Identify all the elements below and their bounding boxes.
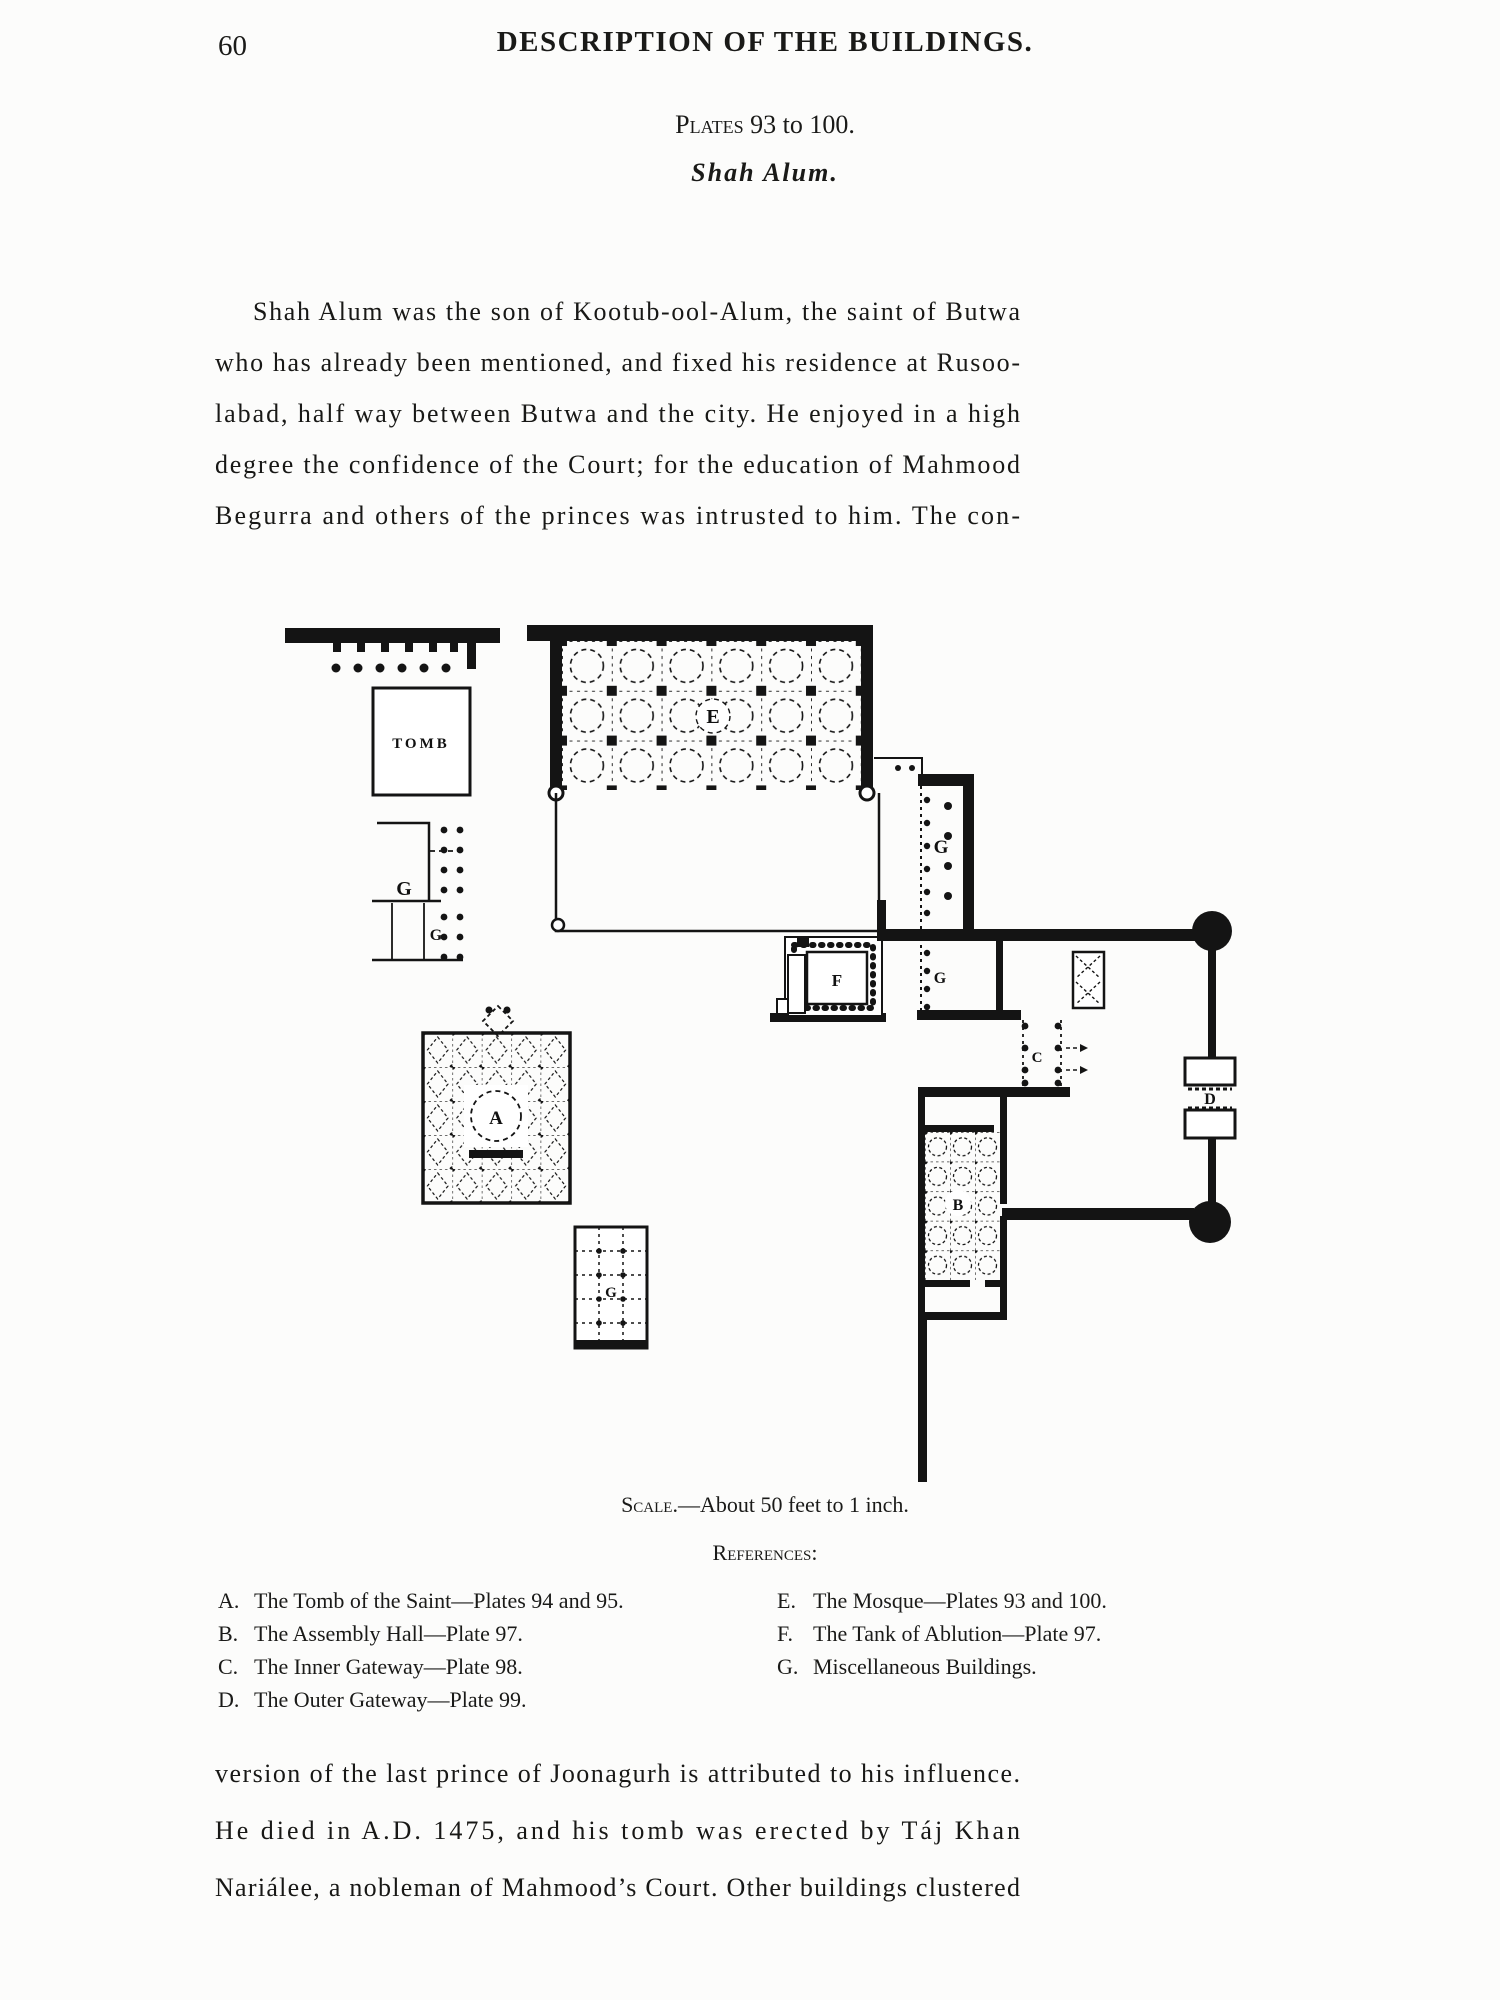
plates-heading-rest: 93 to 100. <box>743 110 855 139</box>
paragraph-2 <box>215 1750 1025 1950</box>
reference-text: The Tank of Ablution—Plate 97. <box>813 1621 1102 1646</box>
references-heading: References: <box>712 1540 818 1565</box>
assembly-hall-b <box>918 1087 1007 1482</box>
plan-label-g4: G <box>933 970 947 987</box>
scale-note-rest: —About 50 feet to 1 inch. <box>677 1492 909 1517</box>
reference-item-f <box>777 1617 1107 1650</box>
misc-building-g-lower-left <box>372 903 463 960</box>
reference-letter: B. <box>218 1621 239 1646</box>
plates-heading <box>300 110 1230 140</box>
plan-label-g1: G <box>396 878 412 900</box>
plan-label-tomb: TOMB <box>392 736 450 752</box>
plan-label-g3: G <box>933 837 949 858</box>
plan-label-outer-gateway-d: D <box>1204 1091 1216 1108</box>
reference-letter: A. <box>218 1588 240 1613</box>
tank-of-ablution-f <box>770 937 886 1022</box>
reference-text: The Assembly Hall—Plate 97. <box>254 1621 523 1646</box>
reference-text: The Mosque—Plates 93 and 100. <box>813 1588 1107 1613</box>
plan-label-assembly-hall-b: B <box>952 1197 964 1214</box>
reference-letter: E. <box>777 1588 796 1613</box>
reference-letter: F. <box>777 1621 793 1646</box>
reference-letter: G. <box>777 1654 799 1679</box>
misc-building-g-corridor <box>918 774 974 930</box>
reference-text: The Outer Gateway—Plate 99. <box>254 1687 527 1712</box>
scale-note-smallcaps: Scale. <box>621 1492 678 1517</box>
reference-item-g <box>777 1650 1107 1683</box>
reference-item-a <box>218 1584 624 1617</box>
plan-label-inner-gateway-c: C <box>1031 1050 1043 1066</box>
mosque-building-e <box>527 625 874 800</box>
plan-label-g2: G <box>429 927 443 944</box>
paragraph-1-line-2: who has already been mentioned, and fixed his residence at Rusoo- <box>215 348 1020 377</box>
section-heading: Shah Alum. <box>691 158 839 187</box>
misc-building-g-south <box>575 1227 647 1349</box>
site-plan-figure <box>215 598 1290 1493</box>
scale-note <box>300 1492 1230 1518</box>
reference-text: The Tomb of the Saint—Plates 94 and 95. <box>254 1588 624 1613</box>
paragraph-2-line-2: He died in A.D. 1475, and his tomb was erected by Táj Khan <box>215 1816 1020 1845</box>
court-kiosk <box>1073 952 1104 1008</box>
references-right-column <box>777 1584 1107 1683</box>
plates-heading-smallcaps: Plates <box>675 110 744 139</box>
reference-letter: C. <box>218 1654 239 1679</box>
paragraph-2-line-3: Nariálee, a nobleman of Mahmood’s Court. Other buildings clustered <box>215 1873 1020 1902</box>
plan-label-saint-tomb-a: A <box>489 1108 503 1129</box>
reference-item-b <box>218 1617 624 1650</box>
paragraph-1-line-1: Shah Alum was the son of Kootub-ool-Alum, the saint of Butwa <box>253 297 1020 326</box>
reference-item-d <box>218 1683 624 1716</box>
page-number: 60 <box>218 30 247 62</box>
paragraph-1 <box>215 280 1025 550</box>
plan-label-tank-f: F <box>831 971 843 990</box>
misc-building-g-upper-left <box>372 823 463 901</box>
mosque-southeast-porch <box>874 758 922 779</box>
reference-letter: D. <box>218 1687 240 1712</box>
reference-item-e <box>777 1584 1107 1617</box>
reference-text: Miscellaneous Buildings. <box>813 1654 1037 1679</box>
paragraph-2-line-1: version of the last prince of Joonagurh is attributed to his influence. <box>215 1759 1020 1788</box>
tomb-building <box>373 688 470 795</box>
boundary-wall-northwest <box>285 628 500 673</box>
running-title: DESCRIPTION OF THE BUILDINGS. <box>496 26 1034 58</box>
mosque-courtyard <box>552 793 879 931</box>
reference-text: The Inner Gateway—Plate 98. <box>254 1654 523 1679</box>
references-left-column <box>218 1584 624 1716</box>
saint-tomb-a <box>423 1006 570 1203</box>
inner-gateway-c <box>1022 1020 1088 1087</box>
reference-item-c <box>218 1650 624 1683</box>
paragraph-1-line-5: Begurra and others of the princes was intrusted to him. The con- <box>215 501 1021 530</box>
misc-building-g-lower-right <box>917 941 1070 1097</box>
plan-label-g5: G <box>605 1285 617 1301</box>
paragraph-1-line-3: labad, half way between Butwa and the city. He enjoyed in a high <box>215 399 1020 428</box>
paragraph-1-line-4: degree the confidence of the Court; for the education of Mahmood <box>215 450 1020 479</box>
plan-label-mosque-e: E <box>706 706 720 728</box>
